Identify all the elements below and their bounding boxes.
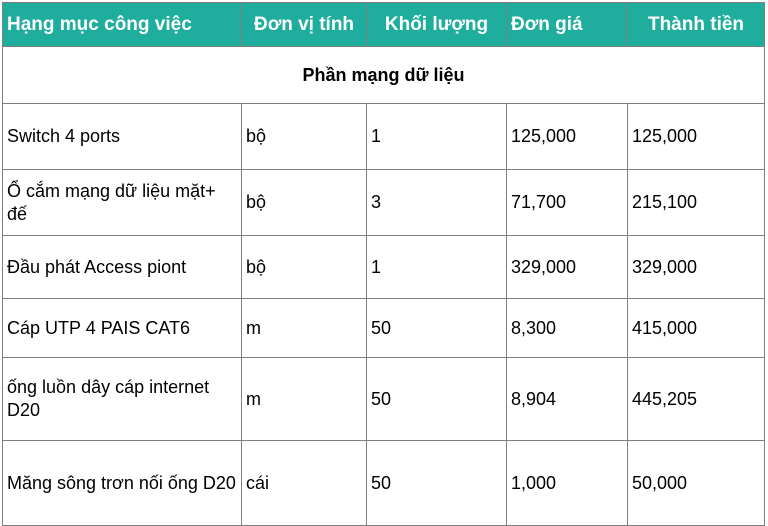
cell-item: Đầu phát Access piont [3, 236, 242, 299]
cell-price: 8,300 [507, 299, 628, 358]
cell-price: 71,700 [507, 170, 628, 236]
header-unit: Đơn vị tính [242, 3, 367, 47]
price-table [2, 2, 765, 526]
header-quantity: Khối lượng [367, 3, 507, 47]
cell-total: 50,000 [628, 441, 765, 526]
cell-price: 1,000 [507, 441, 628, 526]
section-row [3, 47, 765, 104]
cell-item: ống luồn dây cáp internet D20 [3, 358, 242, 441]
cell-total: 125,000 [628, 104, 765, 170]
cell-quantity: 1 [367, 236, 507, 299]
table-row [3, 299, 765, 358]
table-row [3, 104, 765, 170]
cell-total: 215,100 [628, 170, 765, 236]
cell-total: 415,000 [628, 299, 765, 358]
cell-price: 329,000 [507, 236, 628, 299]
cell-quantity: 50 [367, 441, 507, 526]
header-total: Thành tiền [628, 3, 765, 47]
section-title: Phần mạng dữ liệu [3, 47, 765, 104]
cell-unit: bộ [242, 104, 367, 170]
cell-total: 445,205 [628, 358, 765, 441]
cell-quantity: 50 [367, 358, 507, 441]
cell-quantity: 50 [367, 299, 507, 358]
cell-unit: m [242, 358, 367, 441]
table-row [3, 236, 765, 299]
table-row [3, 441, 765, 526]
cell-price: 125,000 [507, 104, 628, 170]
cell-total: 329,000 [628, 236, 765, 299]
cell-unit: bộ [242, 236, 367, 299]
cell-price: 8,904 [507, 358, 628, 441]
cell-item: Cáp UTP 4 PAIS CAT6 [3, 299, 242, 358]
table-row [3, 170, 765, 236]
cell-unit: cái [242, 441, 367, 526]
cell-item: Switch 4 ports [3, 104, 242, 170]
cell-item: Ổ cắm mạng dữ liệu mặt+ đế [3, 170, 242, 236]
cell-unit: m [242, 299, 367, 358]
header-item: Hạng mục công việc [3, 3, 242, 47]
header-row [3, 3, 765, 47]
cell-quantity: 3 [367, 170, 507, 236]
cell-item: Măng sông trơn nối ống D20 [3, 441, 242, 526]
header-unit-price: Đơn giá [507, 3, 628, 47]
cell-quantity: 1 [367, 104, 507, 170]
table-row [3, 358, 765, 441]
cell-unit: bộ [242, 170, 367, 236]
